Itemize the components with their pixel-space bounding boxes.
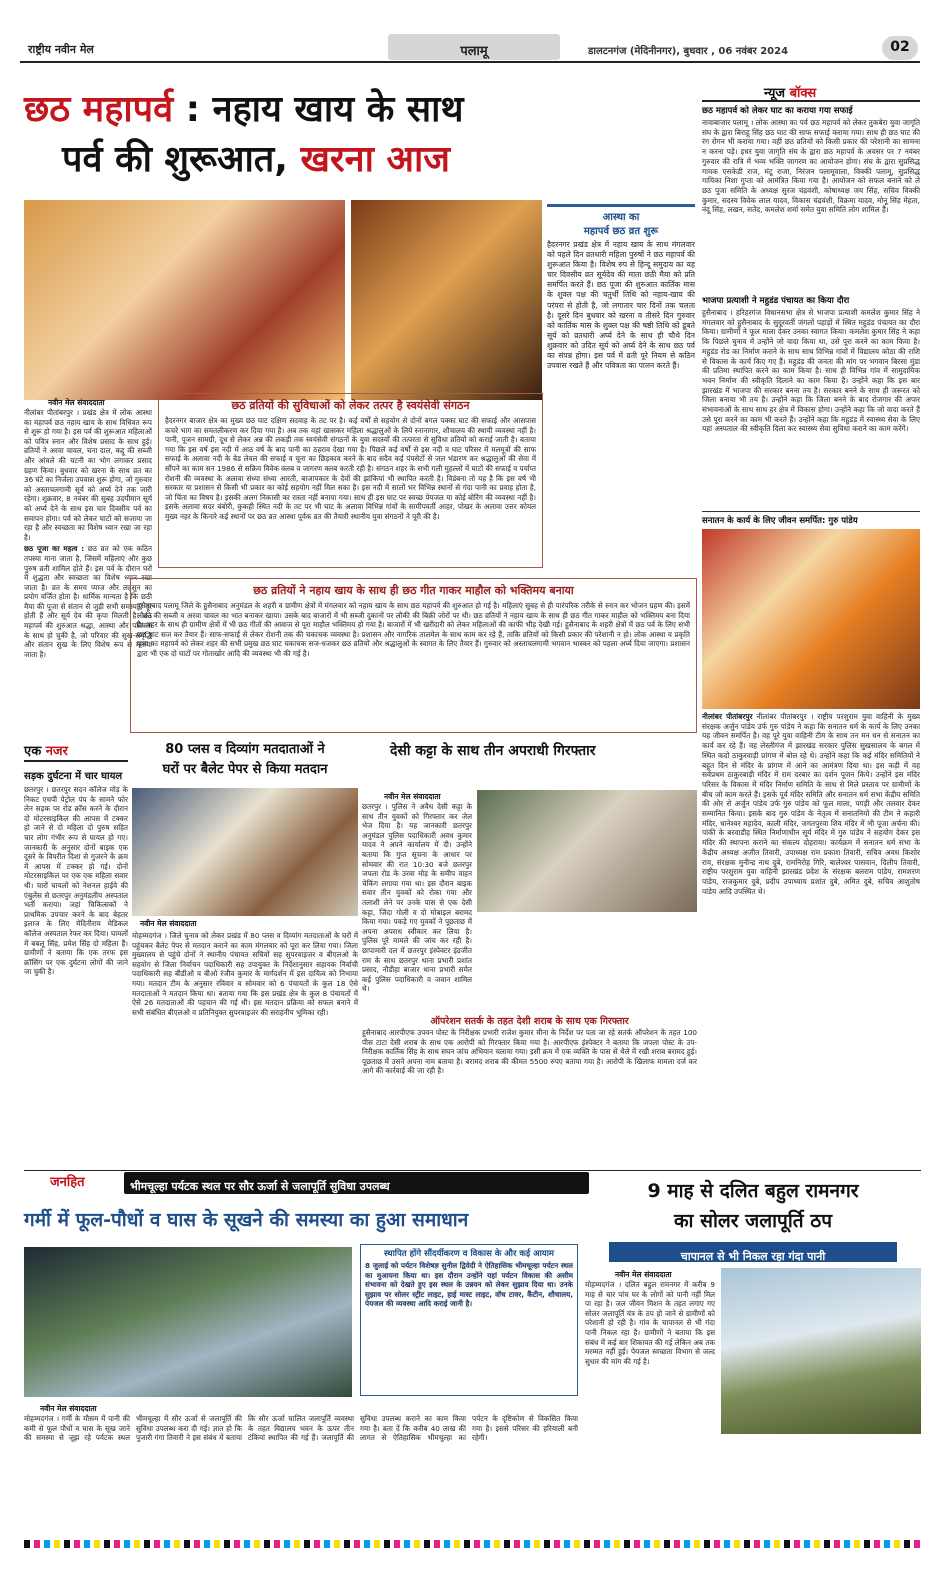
janhit-banner-text: भीमचूल्हा पर्यटक स्थल पर सौर ऊर्जा से जलापूर्ति सुविधा उपलब्ध bbox=[130, 1180, 390, 1193]
katta-title: देसी कट्टा के साथ तीन अपराधी गिरफ्तार bbox=[390, 743, 596, 759]
lead-title-2-red: खरना आज bbox=[300, 139, 450, 180]
lead-subtext: छठ व्रत को एक कठिन तपस्या माना जाता है, जिसमें महिलाएं और कुछ पुरुष व्रती शामिल होते हैं। इस पर्व के दौरान घरों में शुद्धता और स्वच्छता का विशेष ध्यान रखा जाता है। व्रत के समय प्याज और लहसुन का प्रयोग वर्जित होता है। धार्मिक मान्यता है कि छठी मैया की पूजा से संतान से जुड़ी सभी समस्याएं दूर होती हैं और सूर्य देव की कृपा मिलती है। छठ महापर्व की शुरुआत श्रद्धा, आस्था और पवित्रता के साथ हो चुकी है, जो परिवार की सुख-समृद्धि और संतान सुख के लिए विशेष रूप से मनाया जाता है। bbox=[24, 544, 152, 659]
katta-story bbox=[362, 740, 697, 1120]
newsbox-label-2: बॉक्स bbox=[789, 86, 817, 101]
solar-title-2: का सोलर जलापूर्ति ठप bbox=[673, 1210, 833, 1232]
hussainabad-body: हुसैनाबाद पलामू जिले के हुसैनाबाद अनुमंडल के शहरी व ग्रामीण क्षेत्रों में मंगलवार को नहाय खाय के साथ छठ महापर्व की शुरुआत हो गई है। महिलाएं सुबह से ही पारंपरिक तरीके से स्नान कर भोजन ग्रहण की। इसमें लौकी की सब्जी व अरवा चावल का भात बनाकर खाया। उसके बाद बाजारों में भी सब्जी दुकानों पर लौकी की बिक्री जोरों पर थी। छठ व्रतियों ने नहाय खाय के साथ ही छठ गीत गाकर माहौल को भक्तिमय बना दिया है। शहर के साथ ही ग्रामीण क्षेत्रों में भी छठ गीतों की आवाज से पूरा माहौल भक्तिमय हो गया है। बाजारों में भी खरीदारी को लेकर महिलाओं की काफी भीड़ देखी गई। हुसैनाबाद के शहरी क्षेत्रों में छठ पर्व के लिए सभी छठ घाट सज कर तैयार हैं। साफ-सफाई से लेकर रोशनी तक की चकाचक व्यवस्था है। प्रशासन और नागरिक तालमेल के साथ काम कर रहे हैं, ताकि व्रतियों को किसी प्रकार की परेशानी न हो। लोक आस्था व प्रकृति पूजा का महापर्व को लेकर शहर की सभी प्रमुख छठ घाट चकाचक सज-धजकर छठ व्रतियों और श्रद्धालुओं के स्वागत के लिए तैयार हैं। गुरुवार को अस्ताचलगामी भगवान भास्कर को पहला अर्घ्य दिया जाएगा। प्रशासन द्वारा भी एक दो घाटों पर गोताखोर आदि की व्यवस्था भी की गई है। bbox=[137, 601, 690, 658]
hussainabad-title: छठ व्रतियों ने नहाय खाय के साथ ही छठ गीत गाकर माहौल को भक्तिमय बनाया bbox=[253, 584, 574, 597]
janhit-photo bbox=[24, 1247, 352, 1397]
newsbox-photo bbox=[702, 529, 920, 709]
newsbox-h3: सनातन के कार्य के लिए जीवन समर्पित: गुरु पांडेय bbox=[702, 511, 920, 526]
newsbox-h2: भाजपा प्रत्याशी ने महुडंड पंचायत का किया दौरा bbox=[702, 296, 850, 306]
section-tab bbox=[388, 34, 560, 60]
ballot-title-1: 80 प्लस व दिव्यांग मतदाताओं ने bbox=[165, 742, 325, 757]
janhit-byline: नवीन मेल संवाददाता bbox=[40, 1404, 97, 1413]
newsbox-b3-text: नीलांबर पीतांबरपुर । राष्ट्रीय परशुराम युवा वाहिनी के मुख्य संरक्षक अर्जुन पांडेय उर्फ गुरु पांडेय ने कहा कि सनातन धर्म के कार्य के लिए उनका यह जीवन समर्पित है। वह पूरे युवा वाहिनी टीम के साथ तन मन धन से सनातन का कार्य कर रहे हैं। वह लेस्लीगंज में झारखंड सरकार पुलिस सुखसालय के बगल में स्थित कदो ठाकुरवाड़ी प्रांगण में बोल रहे थे। उन्होंने कहा कि कई मंदिर समितियों ने बहुत दिन से मंदिर के प्रांगण में आने का आमंत्रण दिया था। इस कड़ी में वह सर्वप्रथम ठाकुरबाड़ी मंदिर में राम दरबार का दर्शन पूजन किये। उन्होंने इस मंदिर परिसर के विकास में मंदिर निर्माण समिति के साथ से मिले प्रस्ताव पर ग्रामीणों के बीच जो काम करते हैं। इसके पूर्व मंदिर समिति और सनातन धर्म सभा केंद्रीय समिति की ओर से अर्जुन पांडेय उर्फ गुरु पांडेय को फूल माला, पगड़ी और तलवार देकर सम्मानित किया। इसके बाद गुरु पांडेय के नेतृत्व में सनातनियों की टीम ने कहारी मंदिर, धानेश्वर महादेव, काली मंदिर, जगतपुरवा शिव मंदिर में भी पूजा अर्चना की। पांकी के बरवाडीह स्थित निर्माणाधीन सूर्य मंदिर में गुरु पांडेय ने सहयोग देकर इस मंदिर की स्थापना कराने का संकल्प दोहराया। कार्यक्रम में सनातन धर्म सभा के केंद्रीय अध्यक्ष अजीत तिवारी, उपाध्यक्ष राम प्रकाश तिवारी, सचिव अवध किशोर राय, संरक्षक मुनीन्द्र नाथ दुबे, रामनिरोह गिरि, बालेश्वर पासवान, दिलीप तिवारी, राष्ट्रीय परशुराम युवा वाहिनी झारखंड प्रदेश के संरक्षक बलराम पांडेय, रामशरण पांडेय, राजकुमार दुबे, प्रदीप उपाध्याय प्रशांत दुबे, अमित दुबे, सचिव आशुतोष पांडेय आदि उपस्थित थे। bbox=[702, 712, 920, 896]
lead-subhead: छठ पूजा का महत्व : bbox=[24, 544, 85, 554]
ballot-byline: नवीन मेल संवाददाता bbox=[140, 919, 197, 928]
newsbox bbox=[702, 82, 920, 1102]
page-number: 02 bbox=[882, 36, 918, 60]
masthead bbox=[20, 34, 920, 62]
newsbox-b3 bbox=[702, 712, 920, 1112]
aastha-box bbox=[547, 204, 695, 540]
janhit-box-body: 8 जुलाई को पर्यटन विशेषज्ञ सुनील द्विवेदी ने ऐतिहासिक भीमचूल्हा पर्यटन स्थल का मुआयना किया था। इस दौरान उन्होंने यहां पर्यटन विकास की असीम संभावना को देखते हुए इस स्थल के उन्नयन को लेकर सुझाव दिया था। उनके सुझाव पर सोलर स्ट्रीट लाइट, हाई मास्ट लाइट, वॉच टावर, कैंटीन, शौचालय, पेयजल की व्यवस्था आदि कराई जानी है। bbox=[365, 1261, 573, 1309]
lead-photo-1 bbox=[24, 200, 345, 400]
seva-body: हैदरनगर बाजार क्षेत्र का मुख्य छठ घाट दक्षिण सदवाह के तट पर है। कई वर्षों से सहयोग से दोनों बगल पक्का घाट की सफाई और आसपास कचरे भाग का समतलीकरण कर दिया गया है। अब तक यहां खासकर महिला श्रद्धालुओं के लिये स्नानागार, शौचालय की स्थायी व्यवस्था नहीं है। पानी, पूजन सामग्री, दूध से लेकर अन्न की लकड़ी तक स्वयंसेवी संगठनों के युवा सदस्यों की तत्परता से सुविधा व्रतियों को कराई जाती है। बताया गया कि इस वर्ष इस नदी में आठ वर्ष के बाद पानी का ठहराव देखा गया है। पिछले कई वर्षों से इस नदी व घाट परिसर में मलमूत्रों की साफ सफाई के अलावा नदी के बेड लेवल की सफाई व चूना का छिड़काव करने के बाद सदैव कई पंपसेटों से जल भंडारण कर श्रद्धालुओं की सेवा में सौंपने का काम सन 1986 से सक्रिय विवेक क्लब व जागरण क्लब करती रही है। संगठन शहर के सभी गली मुहल्लों में घाटों की सफाई व पर्याप्त रोशनी की व्यवस्था के अलावा संध्या संध्या आरती, बाजापकार के देवों की झांकियां भी स्थापित करती है। विडंबना तो यह है कि इस वर्ष भी सरकार या प्रशासन से किसी भी प्रकार का कोई सहयोग नहीं मिल सका है। इस नदी में सालों भर विभिन्न स्थानों से गंदा पानी का प्रवाह होता है, जो चिंता का विषय है। इसकी अलग निकासी का रास्ता नहीं बनाया गया। साथ ही इस घाट पर स्वच्छ पेयजल या कोई बोरिंग की व्यवस्था नहीं है। इसके अलावा सदर बंबोरी, कुकही स्थित नदी के तट पर भी घाट के अलावा विभिन्न गांवों के सामीपवर्ती आहर, पोखर के अलावा उत्तर कोयल मुख्य नहर के किनारे कई स्थानों पर छठ व्रत आस्था पूर्वक व्रत की तैयारी स्थानीय युवा संगठनों ने पूरी की है। bbox=[165, 416, 536, 521]
aastha-title-2: महापर्व छठ व्रत शुरू bbox=[583, 226, 659, 237]
solar-story bbox=[585, 1176, 921, 1526]
masthead-rule bbox=[20, 61, 920, 63]
dateline: डालटनगंज (मेदिनीनगर), बुधवार , 06 नवंबर 2024 bbox=[588, 46, 789, 57]
newsbox-b1: नावाबाजार पलामू । लोक आस्था का पर्व छठ महापर्व को लेकर तुकबेरा युवा जागृति संघ के द्वारा बिराहू सिंह छठ घाट की साफ सफाई कराया गया। साथ ही छठ घाट की रंग रोगन भी कराया गया। वहीं छठ व्रतियों को किसी प्रकार की परेशानी का सामना न करना पड़े। इधर युवा जागृति संघ के द्वारा छठ महापर्व के अवसर पर 7 नवंबर गुरुवार की रात्रि में भव्य भक्ति जागरण का आयोजन होगा। संघ के द्वारा सुप्रसिद्ध गायक एसकेडी राज, मंटू राजा, निरंजन पलामूवाला, विक्की पलामू, सुप्रसिद्ध गायिका निशा गुप्ता को आमंत्रित किया गया है। आयोजन को सफल बनाने को ले छठ पूजा समिति के अध्यक्ष सुरज चंद्रवंशी, कोषाध्यक्ष जय सिंह, सचिव विक्की कुमार, सदस्य विवेक लाल यादव, विकास चंद्रवंशी, विक्रमा यादव, मोनू सिंह मेहता, नंदू सिंह, लखन, सतेंद, कमलेश शर्मा समेत युवा समिति लोग शामिल हैं। bbox=[702, 118, 920, 215]
registration-bar bbox=[24, 1540, 921, 1548]
lead-title-2: पर्व की शुरूआत, bbox=[62, 139, 301, 180]
janhit-banner bbox=[124, 1172, 589, 1194]
janhit-title: गर्मी में फूल-पौधों व घास के सूखने की समस्या का हुआ समाधान bbox=[24, 1209, 469, 1231]
ballot-title-2: घरों पर बैलेट पेपर से किया मतदान bbox=[162, 762, 328, 777]
lead-byline: नवीन मेल संवाददाता bbox=[48, 398, 105, 407]
katta-photo bbox=[477, 790, 697, 912]
newsbox-h1: छठ महापर्व को लेकर घाट का कराया गया सफाई bbox=[702, 106, 853, 116]
paper-logo: राष्ट्रीय नवीन मेल bbox=[28, 43, 94, 56]
nazar-label-1: एक bbox=[24, 744, 46, 759]
janhit-box-title: स्थापित होंगे सौंदर्यीकरण व विकास के और कई आयाम bbox=[384, 1249, 554, 1259]
solar-body: मोहम्मदगंज । दलित बहुल रामनगर में करीब 9 माह से चार पांच घर के लोगों को पानी नहीं मिल पा रहा है। जल जीवन मिशन के तहत लगाए गए सोलर जलापूर्ति यंत्र के ठप हो जाने से ग्रामीणों को परेशानी हो रही है। गांव के चापानल से भी गंदा पानी निकल रहा है। ग्रामीणों ने बताया कि इस संबंध में कई बार शिकायत की गई लेकिन अब तक मरम्मत नहीं हुई। पेयजल स्वच्छता विभाग से जल्द सुधार की मांग की गई है। bbox=[585, 1280, 715, 1366]
lead-headline bbox=[24, 88, 689, 188]
ballot-story bbox=[132, 740, 358, 1120]
katta-subbody: हुसैनाबाद आरपीएफ उपवन पोस्ट के निरीक्षक प्रभारी राजेश कुमार मीना के निर्देश पर पता जा रहे सतर्क ऑपरेशन के तहत 100 पीस टाटा देसी शराब के साथ एक आरोपी को गिरफ्तार किया गया है। आरपीएफ इंस्पेक्टर ने बताया कि जपला पोस्ट के उप-निरीक्षक कार्तिक सिंह के साथ सघन जांच अभियान चलाया गया। इसी क्रम में एक व्यक्ति के पास से थैले में रखी शराब बरामद हुई। पूछताछ में उसने अपना नाम बताया है। बरामद शराब की कीमत 5500 रुपए बताया गया है। आरोपी के खिलाफ मामला दर्ज कर आगे की कार्रवाई की जा रही है। bbox=[362, 1028, 697, 1076]
solar-banner bbox=[609, 1242, 897, 1262]
lead-title-red: छठ महापर्व bbox=[24, 89, 174, 130]
lead-photo-2 bbox=[351, 200, 542, 400]
janhit-body: मोहम्मदगंज । गर्मी के मौसम में पानी की कमी से फूल पौधों व घास के सूख जाने की समस्या से जूझ रहे पर्यटक स्थल भीमचूल्हा में सौर ऊर्जा से जलापूर्ति की सुविधा उपलब्ध करा दी गई। ज्ञात हो कि पुजारी गंगा तिवारी ने इस संबंध में बताया कि सौर ऊर्जा चालित जलापूर्ति व्यवस्था के तहत विद्यालय भवन के ऊपर तीन टंकियां स्थापित की गई हैं। जलापूर्ति की सुविधा उपलब्ध कराने का काम किया गया है। बता दें कि करीब 40 लाख की लागत से ऐतिहासिक भीमचूल्हा का पर्यटन के दृष्टिकोण से विकसित किया गया है। इससे परिसर की हरियाली बनी रहेगी। bbox=[24, 1414, 578, 1443]
hussainabad-box bbox=[130, 578, 697, 733]
nazar-label-2: नजर bbox=[45, 744, 68, 759]
section-title: पलामू bbox=[460, 44, 488, 59]
ballot-photo bbox=[132, 788, 358, 916]
ballot-body: मोहम्मदगंज । जिले चुनाव को लेकर प्रखंड में 80 प्लस व दिव्यांग मतदाताओं के घरों में पहुंचकर बैलेट पेपर से मतदान कराने का काम मंगलवार को पूरा कर लिया गया। जिला मुख्यालय से पहुंचे दोनों ने स्थानीय पंचायत सचिवों सह सुपरवाइजर व बीएलओ के सहयोग से जिला निर्वाचन पदाधिकारी सह उपायुक्त के निर्देशानुसार सहायक निर्वाची पदाधिकारी सह बीडीओ व बीओ रंजीव कुमार के मार्गदर्शन में इस दायित्व को निभाया गया। मतदान टीम के अनुसार रविवार व सोमवार को 6 पंचायतों के कुल 18 ऐसे मतदाताओं ने मतदान किया था। बताया गया कि इस प्रखंड क्षेत्र के कुल 8 पंचायतों में ऐसे 26 मतदाताओं की पहचान की गई थी। इस मतदान प्रक्रिया को सफल बनाने में सभी संबंधित बीएलओ व प्रतिनियुक्त सुपरवाइजर की सराहनीय भूमिका रही। bbox=[132, 931, 358, 1017]
solar-photo bbox=[721, 1268, 921, 1434]
newsbox-label-1: न्यूज bbox=[764, 86, 790, 101]
nazar-box bbox=[24, 740, 128, 1120]
aastha-body: हैदरनगर प्रखंड क्षेत्र में नहाय खाय के साथ मंगलवार को पहले दिन व्रतधारी महिला पुरुषों ने छठ महापर्व की शुरूआत किया है। विशेष रुप से हिन्दू समुदाय का यह चार दिवसीय व्रत सूर्यदेव की माता छठी मैया को प्रति समर्पित करते हैं। छठ पूजा की शुरुआत कार्तिक मास के शुक्ल पक्ष की चतुर्थी तिथि को नहाय-खाय की परंपरा से होती है, जो लगातार चार दिनों तक चलता है। दूसरे दिन बुधवार को खरना व तीसरे दिन गुरुवार को कार्तिक मास के शुक्ल पक्ष की षष्ठी तिथि को डूबते सूर्य को व्रतधारी अर्घ्य देने के साथ ही चौथे दिन शुक्रवार को उदित सूर्य को अर्घ्य देने के साथ छठ पर्व का संपन्न होगा। इस पर्व में व्रती पूरे नियम से कठिन उपवास रखते हैं और पवित्रता का पालन करते हैं। bbox=[547, 240, 695, 371]
newsbox-caption: नीलांबर पीतांबरपुर bbox=[702, 712, 753, 721]
lead-title-black: : नहाय खाय के साथ bbox=[173, 89, 464, 130]
janhit-label: जनहित bbox=[50, 1175, 85, 1190]
aastha-title-1: आस्था का bbox=[602, 212, 640, 223]
katta-body: छतरपुर । पुलिस ने अवैध देसी कट्टा के साथ तीन युवकों को गिरफ्तार कर जेल भेज दिया है। यह जानकारी छतरपुर अनुमंडल पुलिस पदाधिकारी अवध कुमार यादव ने अपने कार्यालय में दी। उन्होंने बताया कि गुप्त सूचना के आधार पर सोमवार की रात 10:30 बजे छतरपुर जपला रोड के उरवा मोड़ के समीप वाहन चेकिंग लगाया गया था। इस दौरान बाइक सवार तीन युवकों को रोका गया और तलाशी लेने पर उनके पास से एक देसी कट्टा, जिंदा गोली व दो मोबाइल बरामद किया गया। पकड़े गए युवकों ने पूछताछ में अपना अपराध स्वीकार कर लिया है। पुलिस पूरे मामले की जांच कर रही है। छापामारी दल में छतरपुर इंस्पेक्टर इंद्रजीत राम के साथ छतरपुर थाना प्रभारी प्रशांत प्रसाद, नौडीहा बाजार थाना प्रभारी समेत कई पुलिस पदाधिकारी व जवान शामिल थे। bbox=[362, 802, 472, 994]
nazar-body: छतरपुर । छतरपुर सदन कॉलेज मोड़ के निकट एचपी पेट्रोल पंप के सामने फोर लेन सड़क पर रोड क्रॉस करने के दौरान दो मोटरसाइकिल की आपस में टक्कर हो जाने से दो महिला दो पुरुष सहित चार लोग गंभीर रूप से घायल हो गए। जानकारी के अनुसार दोनों बाइक एक दूसरे के विपरीत दिशा से गुजरने के क्रम में आपस में टक्कर हो गई। दोनों मोटरसाइकिल पर एक एक महिला सवार थी। चारों घायलों को नेशनल हाईवे की एंबुलेंस से छतरपुर अनुमंडलीय अस्पताल भर्ती कराया। जहां चिकित्सकों ने प्राथमिक उपचार करने के बाद बेहतर इलाज के लिए मेदिनीराय मेडिकल कॉलेज अस्पताल रेफर कर दिया। घायलों में बबलू सिंह, प्रमेश सिंह दो महिला हैं। ग्रामीणों ने बताया कि एक तरफ इस क्रॉसिंग पर एक दुर्घटना लोगों की जाने जा चुकी है। bbox=[24, 785, 128, 977]
nazar-title: सड़क दुर्घटना में चार घायल bbox=[24, 771, 123, 782]
lead-text: नीलांबर पीतांबरपुर । प्रखंड क्षेत्र में लोक आस्था का महापर्व छठ नहाय खाय के साथ विधिवत रूप से शुरू हो गया है। इस पर्व की शुरूआत महिलाओं को पवित्र स्नान और विशेष प्रसाद के साथ हुई। व्रतियों ने अरवा चावल, चना दाल, कद्दू की सब्जी और आंवले की चटनी का भोग लगाकर प्रसाद ग्रहण किया। बुधवार को खरना के साथ व्रत का 36 घंटे का निर्जला उपवास शुरू होगा, जो गुरुवार को अस्ताचलगामी सूर्य को अर्घ्य देने तक जारी रहेगा। शुक्रवार, 8 नवंबर की सुबह उदयीमान सूर्य को अर्घ्य देने के साथ इस चार दिवसीय पर्व का समापन होगा। पर्व को लेकर घाटों को सजाया जा रहा है और स्वच्छता का विशेष ध्यान रखा जा रहा है। bbox=[24, 408, 152, 542]
janhit-box bbox=[360, 1244, 578, 1396]
katta-subtitle: ऑपरेशन सतर्क के तहत देशी शराब के साथ एक गिरफ्तार bbox=[430, 1016, 629, 1027]
solar-byline: नवीन मेल संवाददाता bbox=[615, 1270, 672, 1279]
newsbox-b2: हुसैनाबाद । हरिहरगंज विधानसभा क्षेत्र से भाजपा प्रत्याशी कमलेश कुमार सिंह ने मंगलवार को हुसैनाबाद के सुदूरवर्ती जंगलों पहाड़ों में स्थित महुडंड पंचायत का दौरा किया। ग्रामीणों ने फूल माला देकर उनका स्वागत किया। कमलेश कुमार सिंह ने कहा कि पिछले चुनाव में उन्होंने जो वादा किया था, उसे पूरा करने का काम किया है। महुडंड रोड का निर्माण कराने के साथ साथ विभिन्न गांवों में विद्यालय कोठा की राशि से विकास के कार्य किए गए हैं। महुडंड की जनता की मांग पर भगवान बिरसा मुंडा की प्रतिमा स्थापित करने का काम किया है। साथ ही विभिन्न गांव में सामुदायिक भवन निर्माण की स्वीकृति दिलाने का काम किया है। उन्होंने कहा कि इस बार झारखंड में भाजपा की सरकार बनना तय है। सरकार बनने के साथ ही जरूरत को जिला बनाया भी तय है। उन्होंने कहा कि जिला बनने के बाद रोजगार की अपार संभावनाओं के साथ साथ हर क्षेत्र में विकास होगा। उन्होंने कहा कि जो वादा करते हैं उसे पूरा करने का काम भी करते हैं। उन्होंने कहा कि महुडंड में स्वास्थ्य सेवा के लिए यहां अस्पताल की स्वीकृति दिला कर स्वास्थ्य सेवा सुविधा कराने का काम करेंगे। bbox=[702, 308, 920, 434]
katta-byline: नवीन मेल संवाददाता bbox=[384, 792, 441, 801]
solar-banner-text: चापानल से भी निकल रहा गंदा पानी bbox=[680, 1250, 826, 1263]
seva-title: छठ व्रतियों की सुविधाओं को लेकर तत्पर है स्वयंसेवी संगठन bbox=[231, 399, 470, 412]
bottom-section-rule bbox=[24, 1170, 921, 1171]
seva-box bbox=[158, 393, 543, 568]
solar-title-1: 9 माह से दलित बहुल रामनगर bbox=[647, 1180, 859, 1202]
